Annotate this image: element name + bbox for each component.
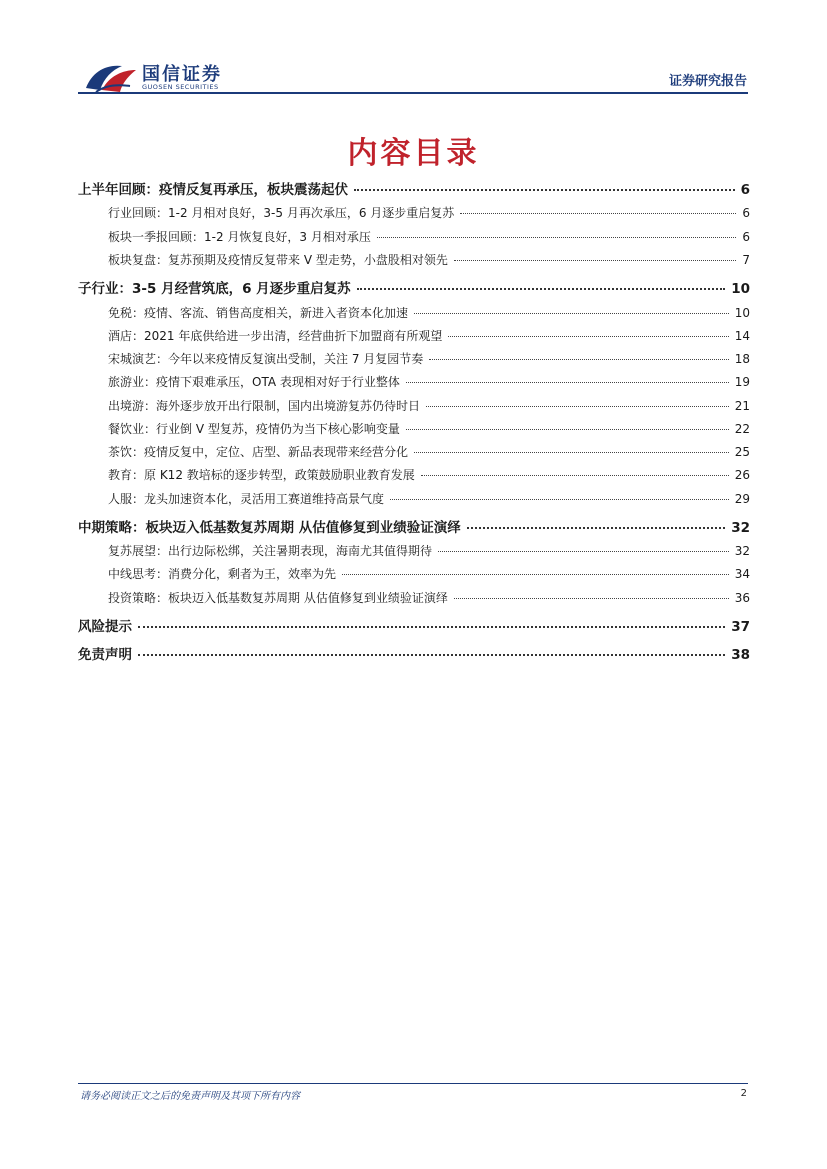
toc-entry-page-number: 6 bbox=[742, 206, 750, 220]
logo-name-en: GUOSEN SECURITIES bbox=[142, 83, 219, 91]
toc-dot-leader bbox=[406, 382, 729, 383]
toc-entry-title: 免税：疫情、客流、销售高度相关，新进入者资本化加速 bbox=[108, 306, 409, 320]
toc-dot-leader bbox=[454, 260, 737, 261]
toc-subsection-entry[interactable] bbox=[108, 542, 750, 559]
toc-section-entry[interactable] bbox=[78, 178, 750, 198]
toc-entry-page-number: 6 bbox=[740, 182, 750, 198]
toc-subsection-entry[interactable] bbox=[108, 327, 750, 344]
toc-dot-leader bbox=[429, 359, 728, 360]
toc-dot-leader bbox=[438, 551, 729, 552]
toc-entry-title: 风险提示 bbox=[78, 619, 132, 635]
toc-entry-page-number: 32 bbox=[734, 544, 750, 558]
page-header bbox=[0, 0, 827, 100]
toc-subsection-entry[interactable] bbox=[108, 350, 750, 367]
toc-dot-leader bbox=[390, 499, 729, 500]
toc-dot-leader bbox=[138, 654, 725, 656]
toc-section-entry[interactable] bbox=[78, 615, 750, 635]
toc-dot-leader bbox=[448, 336, 728, 337]
toc-entry-page-number: 10 bbox=[731, 281, 750, 297]
toc-entry-title: 中期策略：板块迈入低基数复苏周期 从估值修复到业绩验证演绎 bbox=[78, 520, 461, 536]
toc-entry-page-number: 36 bbox=[734, 591, 750, 605]
toc-title: 内容目录 bbox=[347, 136, 480, 171]
toc-entry-page-number: 14 bbox=[734, 329, 750, 343]
toc-entry-title: 投资策略：板块迈入低基数复苏周期 从估值修复到业绩验证演绎 bbox=[108, 591, 448, 605]
toc-entry-page-number: 19 bbox=[734, 375, 750, 389]
toc-subsection-entry[interactable] bbox=[108, 397, 750, 414]
toc-dot-leader bbox=[342, 574, 729, 575]
toc-entry-page-number: 37 bbox=[731, 619, 750, 635]
footer-divider bbox=[78, 1083, 748, 1084]
toc-entry-page-number: 26 bbox=[734, 468, 750, 482]
toc-entry-title: 茶饮：疫情反复中，定位、店型、新品表现带来经营分化 bbox=[108, 445, 409, 459]
toc-entry-title: 板块一季报回顾：1-2 月恢复良好，3 月相对承压 bbox=[108, 230, 371, 244]
toc-entry-page-number: 29 bbox=[734, 492, 750, 506]
toc-entry-title: 出境游：海外逐步放开出行限制，国内出境游复苏仍待时日 bbox=[108, 399, 421, 413]
toc-entry-page-number: 22 bbox=[734, 422, 750, 436]
toc-entry-page-number: 10 bbox=[734, 306, 750, 320]
toc-section-entry[interactable] bbox=[78, 516, 750, 536]
toc-dot-leader bbox=[414, 313, 729, 314]
toc-entry-page-number: 18 bbox=[734, 352, 750, 366]
toc-entry-title: 行业回顾：1-2 月相对良好，3-5 月再次承压，6 月逐步重启复苏 bbox=[108, 206, 455, 220]
toc-dot-leader bbox=[406, 429, 729, 430]
toc-dot-leader bbox=[138, 626, 725, 628]
toc-entry-title: 上半年回顾：疫情反复再承压，板块震荡起伏 bbox=[78, 182, 348, 198]
toc-entry-page-number: 21 bbox=[734, 399, 750, 413]
header-divider bbox=[78, 92, 748, 94]
toc-dot-leader bbox=[454, 598, 729, 599]
toc-entry-title: 餐饮业：行业倒 V 型复苏，疫情仍为当下核心影响变量 bbox=[108, 422, 400, 436]
toc-entry-title: 旅游业：疫情下艰难承压，OTA 表现相对好于行业整体 bbox=[108, 375, 400, 389]
page-number: 2 bbox=[740, 1088, 747, 1099]
toc-dot-leader bbox=[377, 237, 736, 238]
toc-dot-leader bbox=[460, 213, 736, 214]
report-type-label: 证券研究报告 bbox=[668, 74, 747, 89]
toc-entry-page-number: 25 bbox=[734, 445, 750, 459]
toc-entry-title: 中线思考：消费分化，剩者为王，效率为先 bbox=[108, 567, 337, 581]
toc-dot-leader bbox=[354, 189, 735, 191]
toc-entry-page-number: 7 bbox=[742, 253, 750, 267]
toc-subsection-entry[interactable] bbox=[108, 420, 750, 437]
toc-subsection-entry[interactable] bbox=[108, 228, 750, 245]
toc-entry-page-number: 34 bbox=[734, 567, 750, 581]
toc-entry-title: 子行业：3-5 月经营筑底，6 月逐步重启复苏 bbox=[78, 281, 351, 297]
toc-dot-leader bbox=[414, 452, 729, 453]
toc-subsection-entry[interactable] bbox=[108, 589, 750, 606]
toc-subsection-entry[interactable] bbox=[108, 466, 750, 483]
toc-dot-leader bbox=[357, 288, 726, 290]
toc-subsection-entry[interactable] bbox=[108, 304, 750, 321]
toc-entry-page-number: 38 bbox=[731, 647, 750, 663]
toc-subsection-entry[interactable] bbox=[108, 443, 750, 460]
toc-dot-leader bbox=[426, 406, 729, 407]
toc-subsection-entry[interactable] bbox=[108, 204, 750, 221]
toc-entry-title: 酒店：2021 年底供给进一步出清，经营曲折下加盟商有所观望 bbox=[108, 329, 443, 343]
toc-entry-title: 教育：原 K12 教培标的逐步转型，政策鼓励职业教育发展 bbox=[108, 468, 415, 482]
toc-entry-title: 复苏展望：出行边际松绑，关注暑期表现，海南尤其值得期待 bbox=[108, 544, 433, 558]
toc-entry-title: 板块复盘：复苏预期及疫情反复带来 V 型走势，小盘股相对领先 bbox=[108, 253, 448, 267]
toc-entry-title: 免责声明 bbox=[78, 647, 132, 663]
toc-entry-page-number: 32 bbox=[731, 520, 750, 536]
toc-subsection-entry[interactable] bbox=[108, 490, 750, 507]
toc-entry-page-number: 6 bbox=[742, 230, 750, 244]
toc-section-entry[interactable] bbox=[78, 277, 750, 297]
toc-entry-title: 宋城演艺：今年以来疫情反复演出受制，关注 7 月复园节奏 bbox=[108, 352, 424, 366]
toc-subsection-entry[interactable] bbox=[108, 373, 750, 390]
toc-subsection-entry[interactable] bbox=[108, 565, 750, 582]
toc-entry-title: 人服：龙头加速资本化，灵活用工赛道维持高景气度 bbox=[108, 492, 385, 506]
toc-dot-leader bbox=[467, 527, 726, 529]
toc-subsection-entry[interactable] bbox=[108, 251, 750, 268]
footer-disclaimer-note: 请务必阅读正文之后的免责声明及其项下所有内容 bbox=[80, 1091, 300, 1102]
toc-section-entry[interactable] bbox=[78, 643, 750, 663]
toc-dot-leader bbox=[421, 475, 729, 476]
guosen-logo-icon bbox=[82, 60, 138, 94]
logo-name-cn: 国信证券 bbox=[142, 64, 222, 85]
